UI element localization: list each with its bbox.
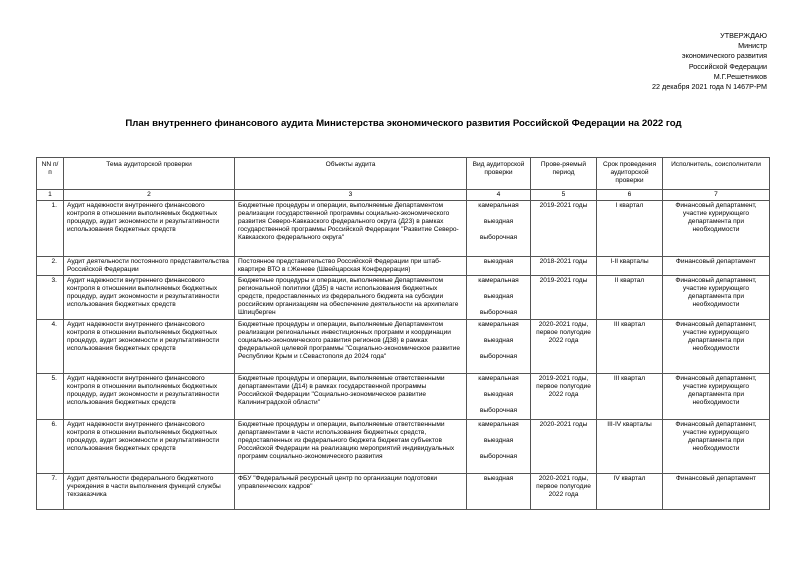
approval-block bbox=[652, 31, 767, 92]
table-row bbox=[37, 276, 770, 320]
row-term: III квартал bbox=[597, 374, 663, 420]
row-executor: Финансовый департамент, участие курирующего департамента при необходимости bbox=[663, 276, 770, 320]
row-object: Бюджетные процедуры и операции, выполняемые ответственными департаментами (Д14) в рамках государственной программы Российской Федерации "Социально-экономическое развитие Калининградской области" bbox=[235, 374, 467, 420]
row-form bbox=[467, 320, 531, 374]
row-term: III квартал bbox=[597, 320, 663, 374]
row-period: 2019-2021 годы bbox=[531, 201, 597, 257]
row-topic: Аудит надежности внутреннего финансового контроля в отношении выполняемых бюджетных процедур, аудит экономности и результативности использования бюджетных средств bbox=[64, 201, 235, 257]
row-form bbox=[467, 257, 531, 276]
column-number-row bbox=[37, 190, 770, 201]
row-term: I-II кварталы bbox=[597, 257, 663, 276]
row-executor: Финансовый департамент, участие курирующего департамента при необходимости bbox=[663, 320, 770, 374]
table-row bbox=[37, 474, 770, 510]
approval-line: Министр bbox=[738, 41, 767, 51]
row-executor: Финансовый департамент bbox=[663, 474, 770, 510]
row-term: IV квартал bbox=[597, 474, 663, 510]
row-executor: Финансовый департамент, участие курирующего департамента при необходимости bbox=[663, 201, 770, 257]
form-value: выборочная bbox=[479, 407, 518, 414]
row-num: 5. bbox=[37, 374, 64, 420]
form-value: выборочная bbox=[479, 234, 518, 241]
column-number: 3 bbox=[235, 190, 467, 201]
form-value: выездная bbox=[483, 475, 514, 482]
row-term: II квартал bbox=[597, 276, 663, 320]
row-form bbox=[467, 420, 531, 474]
form-value: выборочная bbox=[479, 453, 518, 460]
form-value: выездная bbox=[483, 258, 514, 265]
row-num: 2. bbox=[37, 257, 64, 276]
row-form bbox=[467, 276, 531, 320]
column-number: 1 bbox=[37, 190, 64, 201]
form-value: выездная bbox=[483, 391, 514, 398]
header-form: Вид аудиторской проверки bbox=[467, 158, 531, 190]
row-period: 2019-2021 годы bbox=[531, 276, 597, 320]
row-num: 1. bbox=[37, 201, 64, 257]
form-value: выездная bbox=[483, 337, 514, 344]
row-topic: Аудит надежности внутреннего финансового контроля в отношении выполняемых бюджетных процедур, аудит экономности и результативности использования бюджетных средств bbox=[64, 420, 235, 474]
form-value: выездная bbox=[483, 293, 514, 300]
form-value: камеральная bbox=[478, 277, 519, 284]
row-num: 3. bbox=[37, 276, 64, 320]
row-object: Бюджетные процедуры и операции, выполняемые Департаментом реализации государственной программы социально-экономического развития Северо-Кавказского федерального округа (Д23) в рамках государственной программы Российской Федерации "Развитие Северо-Кавказского федерального округа" bbox=[235, 201, 467, 257]
row-object: ФБУ "Федеральный ресурсный центр по организации подготовки управленческих кадров" bbox=[235, 474, 467, 510]
table-row bbox=[37, 320, 770, 374]
row-term: III-IV кварталы bbox=[597, 420, 663, 474]
row-period: 2020-2021 годы, первое полугодие 2022 года bbox=[531, 320, 597, 374]
row-period: 2020-2021 годы bbox=[531, 420, 597, 474]
row-topic: Аудит деятельности постоянного представительства Российской Федерации bbox=[64, 257, 235, 276]
column-number: 2 bbox=[64, 190, 235, 201]
header-num: NN п/п bbox=[37, 158, 64, 190]
header-object: Объекты аудита bbox=[235, 158, 467, 190]
header-executor: Исполнитель, соисполнители bbox=[663, 158, 770, 190]
approval-line: Российской Федерации bbox=[688, 61, 767, 71]
row-object: Бюджетные процедуры и операции, выполняемые ответственными департаментами в части использования бюджетных средств, предоставленных из федерального бюджета бюджетам субъектов Российской Федерации на реализацию мероприятий индивидуальных программ социально-экономического развития bbox=[235, 420, 467, 474]
row-form bbox=[467, 201, 531, 257]
header-term: Срок проведения аудиторской проверки bbox=[597, 158, 663, 190]
table-row bbox=[37, 420, 770, 474]
row-object: Бюджетные процедуры и операции, выполняемые Департаментом реализации региональных инвестиционных программ и координации социально-экономического развития регионов (Д38) в рамках федеральной целевой программы "Социально-экономическое развитие Республики Крым и г.Севастополя до 2024 года" bbox=[235, 320, 467, 374]
row-executor: Финансовый департамент, участие курирующего департамента при необходимости bbox=[663, 420, 770, 474]
column-number: 4 bbox=[467, 190, 531, 201]
form-value: камеральная bbox=[478, 321, 519, 328]
row-form bbox=[467, 374, 531, 420]
row-executor: Финансовый департамент, участие курирующего департамента при необходимости bbox=[663, 374, 770, 420]
row-period: 2019-2021 годы, первое полугодие 2022 года bbox=[531, 374, 597, 420]
column-number: 5 bbox=[531, 190, 597, 201]
row-object: Бюджетные процедуры и операции, выполняемые Департаментом региональной политики (Д35) в части использования бюджетных средств, предоставленных из федерального бюджета на субсидии российским организациям на обеспечение деятельности на архипелаге Шпицберген bbox=[235, 276, 467, 320]
document-title: План внутреннего финансового аудита Министерства экономического развития Российской Федерации на 2022 год bbox=[125, 118, 682, 129]
row-num: 4. bbox=[37, 320, 64, 374]
table-row bbox=[37, 201, 770, 257]
form-value: камеральная bbox=[478, 375, 519, 382]
row-executor: Финансовый департамент bbox=[663, 257, 770, 276]
form-value: выездная bbox=[483, 437, 514, 444]
row-topic: Аудит надежности внутреннего финансового контроля в отношении выполняемых бюджетных процедур, аудит экономности и результативности использования бюджетных средств bbox=[64, 320, 235, 374]
row-term: I квартал bbox=[597, 201, 663, 257]
header-row bbox=[37, 158, 770, 190]
approval-line: УТВЕРЖДАЮ bbox=[720, 31, 767, 40]
form-value: камеральная bbox=[478, 421, 519, 428]
row-num: 6. bbox=[37, 420, 64, 474]
row-object: Постоянное представительство Российской Федерации при штаб-квартире ВТО в г.Женеве (Швейцарская Конфедерация) bbox=[235, 257, 467, 276]
form-value: камеральная bbox=[478, 202, 519, 209]
column-number: 7 bbox=[663, 190, 770, 201]
approval-line: экономического развития bbox=[681, 51, 767, 61]
row-topic: Аудит надежности внутреннего финансового контроля в отношении выполняемых бюджетных процедур, аудит экономности и результативности использования бюджетных средств bbox=[64, 374, 235, 420]
row-topic: Аудит деятельности федерального бюджетного учреждения в части выполнения функций службы техзаказчика bbox=[64, 474, 235, 510]
form-value: выборочная bbox=[479, 309, 518, 316]
approval-line: 22 декабря 2021 года N 1467Р-РМ bbox=[652, 82, 767, 92]
form-value: выездная bbox=[483, 218, 514, 225]
approval-line: М.Г.Решетников bbox=[713, 71, 767, 81]
row-num: 7. bbox=[37, 474, 64, 510]
row-period: 2018-2021 годы bbox=[531, 257, 597, 276]
form-value: выборочная bbox=[479, 353, 518, 360]
column-number: 6 bbox=[597, 190, 663, 201]
row-period: 2020-2021 годы, первое полугодие 2022 года bbox=[531, 474, 597, 510]
table-row bbox=[37, 374, 770, 420]
header-period: Прове-ряемый период bbox=[531, 158, 597, 190]
header-topic: Тема аудиторской проверки bbox=[64, 158, 235, 190]
row-topic: Аудит надежности внутреннего финансового контроля в отношении выполняемых бюджетных процедур, аудит экономности и результативности использования бюджетных средств bbox=[64, 276, 235, 320]
row-form bbox=[467, 474, 531, 510]
audit-plan-table bbox=[36, 157, 770, 510]
table-row bbox=[37, 257, 770, 276]
